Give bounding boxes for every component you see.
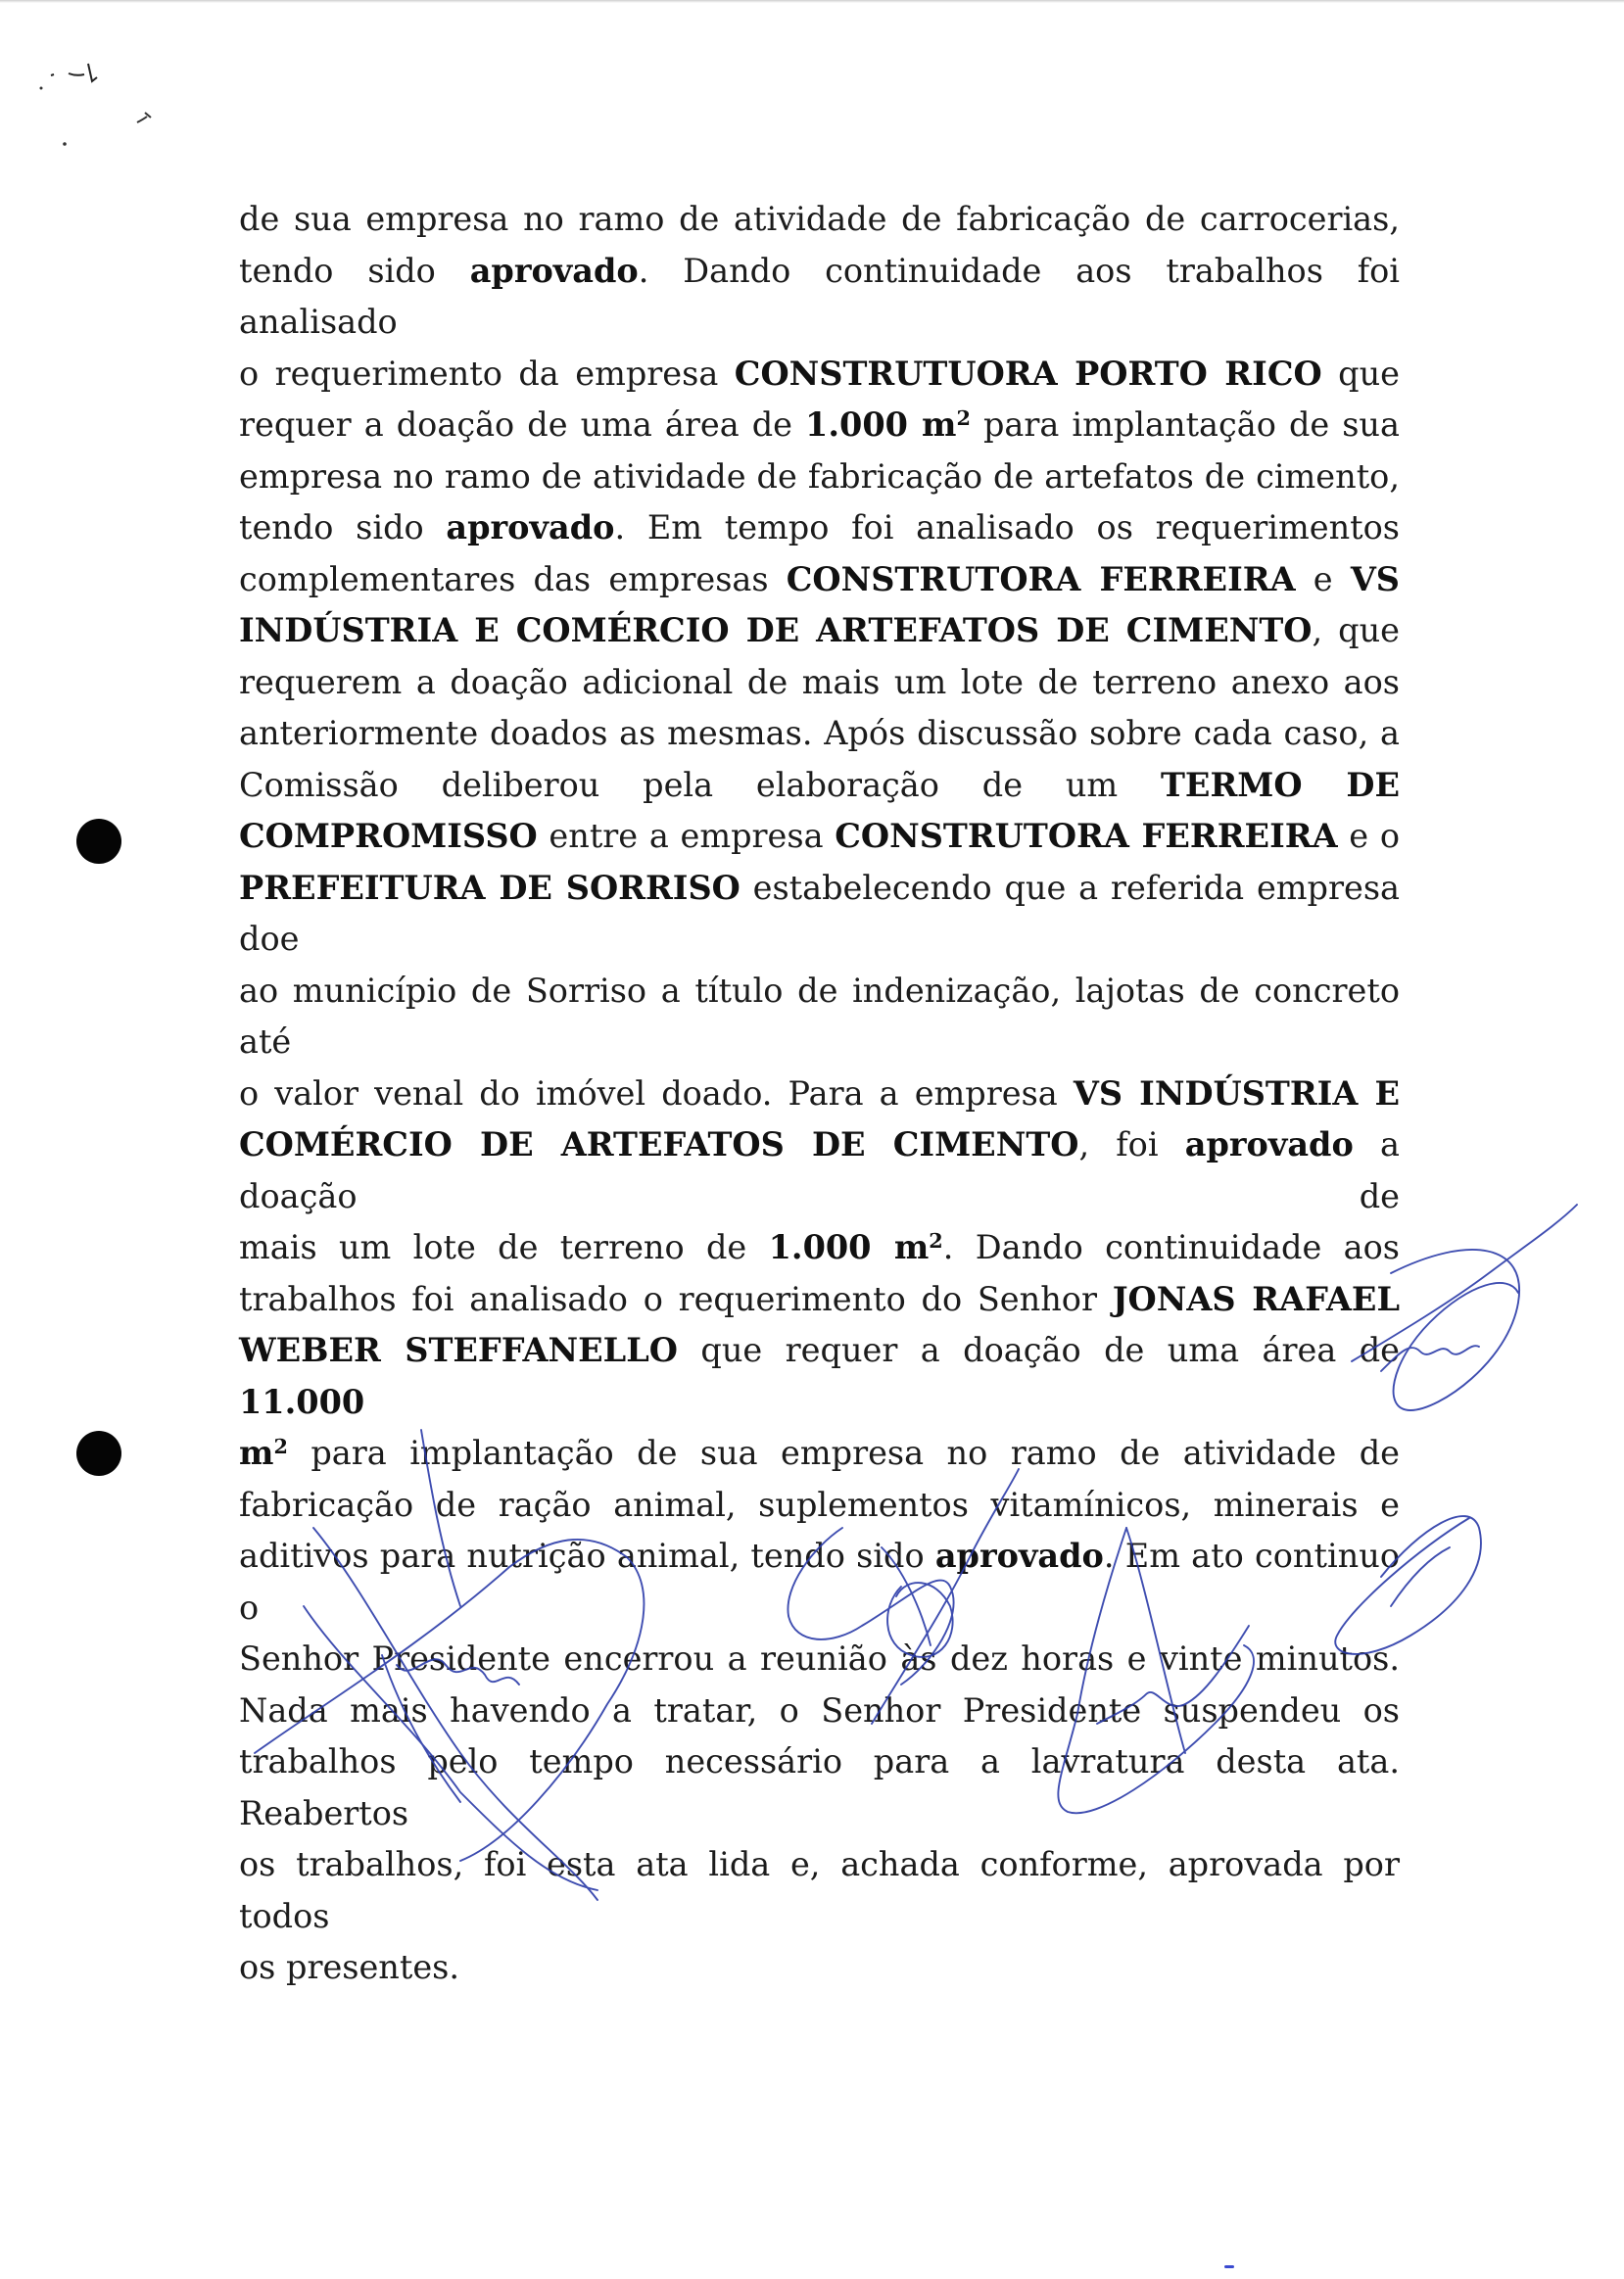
punch-hole-icon [76,819,121,864]
text-run: requer a doação de uma área de [239,405,806,444]
text-line [239,1736,1400,1839]
bold-term: PREFEITURA DE SORRISO [239,868,740,907]
text-line [239,966,1400,1068]
bold-term: aprovado [1184,1125,1354,1163]
bold-term: TERMO DE [1161,765,1400,804]
scan-specks-icon [29,54,206,162]
text-run: os presentes. [239,1948,460,1986]
text-run: empresa no ramo de atividade de fabricação de artefatos de cimento, [239,456,1400,496]
text-line [239,349,1400,401]
text-run: trabalhos pelo tempo necessário para a lavratura desta ata. Reabertos [239,1742,1400,1832]
text-run: a doação de [239,1125,1401,1215]
bold-term: aprovado [446,508,615,546]
text-line [239,657,1400,709]
text-run: . Em tempo foi analisado os requerimentos [614,508,1400,546]
text-line [239,1686,1400,1737]
text-run: , que [1312,611,1400,649]
text-line [239,1222,1400,1274]
bold-term: aprovado [469,251,639,290]
scan-mark [1224,2265,1234,2268]
superscript: 2 [929,1227,943,1253]
text-line [239,1325,1400,1428]
text-line [239,451,1400,503]
punch-hole-icon [76,1431,121,1476]
text-run: . Dando continuidade aos [942,1228,1400,1266]
text-line [239,554,1400,606]
bold-term: VS [1350,559,1400,598]
text-run: trabalhos foi analisado o requerimento do Senhor [239,1279,1113,1318]
bold-term: COMPROMISSO [239,817,538,855]
bold-term: INDÚSTRIA E COMÉRCIO DE ARTEFATOS DE CIMENTO [239,611,1313,649]
text-run: de sua empresa no ramo de atividade de fabricação de carrocerias, [239,200,1400,238]
bold-term: VS INDÚSTRIA E [1073,1073,1400,1113]
bold-term: aprovado [934,1537,1104,1575]
superscript-wrapper [929,1229,942,1253]
text-line [239,1119,1400,1222]
superscript-wrapper [273,1435,287,1458]
text-run: o requerimento da empresa [239,354,735,393]
text-line [239,194,1400,246]
text-run: e o [1337,817,1400,855]
text-line [239,1531,1400,1634]
bold-term: CONSTRUTUORA PORTO RICO [734,354,1322,393]
text-line [239,1274,1400,1326]
text-line [239,400,1400,451]
text-run: aditivos para nutrição animal, tendo sido [239,1537,935,1575]
bold-term: JONAS RAFAEL [1112,1279,1400,1318]
text-line [239,760,1400,812]
text-line [239,1480,1400,1532]
text-line [239,502,1400,554]
bold-term: COMÉRCIO DE ARTEFATOS DE CIMENTO [239,1125,1079,1163]
text-run: Senhor Presidente encerrou a reunião às dez horas e vinte minutos. [239,1639,1400,1678]
text-run: , foi [1078,1125,1185,1163]
superscript: 2 [956,404,971,430]
text-line [239,605,1400,657]
text-run: Comissão deliberou pela elaboração de um [239,765,1161,804]
superscript: 2 [273,1433,288,1458]
text-run: mais um lote de terreno de [239,1228,769,1266]
bold-term: m [239,1434,274,1472]
text-run: o valor venal do imóvel doado. Para a empresa [239,1073,1074,1113]
text-run: os trabalhos, foi esta ata lida e, achada conforme, aprovada por todos [239,1845,1400,1935]
text-run: fabricação de ração animal, suplementos vitamínicos, minerais e [239,1485,1400,1524]
text-run: entre a empresa [537,817,836,855]
bold-term: CONSTRUTORA FERREIRA [786,559,1296,598]
bold-term: CONSTRUTORA FERREIRA [835,817,1338,855]
text-run: que [1321,354,1401,393]
bold-term: WEBER STEFFANELLO [239,1331,678,1369]
text-line [239,1634,1400,1686]
bold-term: 1.000 m [805,405,957,444]
text-line [239,1942,1400,1994]
text-run: tendo sido [239,508,447,546]
text-run: anteriormente doados as mesmas. Após discussão sobre cada caso, a [239,714,1400,752]
text-run: para implantação de sua empresa no ramo de atividade de [287,1434,1400,1472]
text-line [239,1068,1400,1120]
text-run: complementares das empresas [239,559,787,598]
scan-edge [0,0,1624,3]
minutes-body-text [239,194,1400,1994]
text-run: para implantação de sua [970,405,1400,444]
text-run: tendo sido [239,251,470,290]
bold-term: 11.000 [239,1382,365,1421]
text-line [239,863,1400,966]
text-run: . Dando continuidade aos trabalhos foi analisado [239,251,1401,341]
text-line [239,1428,1400,1480]
text-line [239,708,1400,760]
superscript-wrapper [956,406,970,430]
text-run: requerem a doação adicional de mais um lote de terreno anexo aos [239,662,1400,701]
text-run: que requer a doação de uma área de [677,1331,1400,1369]
text-run: . Em ato continuo o [239,1537,1400,1627]
text-run: estabelecendo que a referida empresa doe [239,868,1400,958]
text-line [239,811,1400,863]
text-run: e [1295,559,1351,598]
text-run: Nada mais havendo a tratar, o Senhor Presidente suspendeu os [239,1690,1400,1730]
bold-term: 1.000 m [768,1228,930,1266]
text-line [239,246,1400,349]
text-run: ao município de Sorriso a título de indenização, lajotas de concreto até [239,971,1400,1061]
text-line [239,1839,1400,1942]
